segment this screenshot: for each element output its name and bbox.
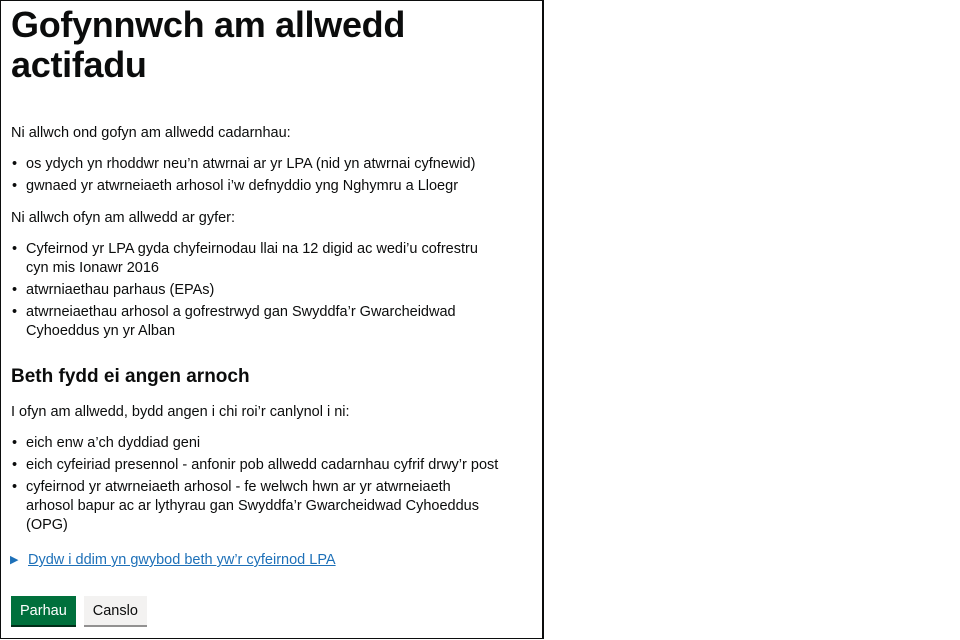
intro-can-text: Ni allwch ond gofyn am allwedd cadarnhau:: [11, 125, 291, 141]
intro-cannot-text: Ni allwch ofyn am allwedd ar gyfer:: [11, 210, 236, 226]
need-list: [11, 434, 531, 535]
cannot-list: [11, 240, 531, 341]
bullet: •: [12, 479, 18, 495]
main-content: [11, 1, 531, 570]
section-heading: Beth fydd ei angen arnoch: [11, 366, 250, 387]
button-group: [11, 596, 147, 625]
list-item: • eich enw a’ch dyddiad geni: [12, 435, 201, 451]
continue-button[interactable]: Parhau: [11, 596, 76, 625]
page-title: Gofynnwch am allwedd actifadu: [11, 4, 406, 85]
can-list: [11, 155, 531, 196]
bullet: •: [12, 156, 18, 172]
bullet: •: [12, 241, 18, 257]
need-intro-text: I ofyn am allwedd, bydd angen i chi roi’r canlynol i ni:: [11, 404, 350, 420]
list-item: • eich cyfeiriad presennol - anfonir pob allwedd cadarnhau cyfrif drwy’r post: [12, 457, 499, 473]
cancel-button[interactable]: Canslo: [84, 596, 147, 625]
details-summary-link[interactable]: Dydw i ddim yn gwybod beth yw’r cyfeirnod LPA: [28, 552, 336, 568]
list-item: • atwrneiaethau arhosol a gofrestrwyd gan Swyddfa’r Gwarcheidwad Cyhoeddus yn yr Alban: [12, 304, 456, 339]
bullet: •: [12, 435, 18, 451]
list-item: • gwnaed yr atwrneiaeth arhosol i’w defnyddio yng Nghymru a Lloegr: [12, 178, 459, 194]
bullet: •: [12, 282, 18, 298]
bullet: •: [12, 178, 18, 194]
triangle-right-icon: ▶: [10, 554, 19, 566]
bullet: •: [12, 304, 18, 320]
bullet: •: [12, 457, 18, 473]
list-item: • os ydych yn rhoddwr neu’n atwrnai ar yr LPA (nid yn atwrnai cyfnewid): [12, 156, 476, 172]
list-item: • Cyfeirnod yr LPA gyda chyfeirnodau llai na 12 digid ac wedi’u cofrestru cyn mis Ionawr 2016: [12, 241, 478, 276]
list-item: • atwrniaethau parhaus (EPAs): [12, 282, 215, 298]
list-item: • cyfeirnod yr atwrneiaeth arhosol - fe welwch hwn ar yr atwrneiaeth arhosol bapur ac ar lythyrau gan Swyddfa’r Gwarcheidwad Cyhoeddus (OPG): [12, 479, 479, 533]
lpa-reference-details[interactable]: [11, 550, 531, 570]
